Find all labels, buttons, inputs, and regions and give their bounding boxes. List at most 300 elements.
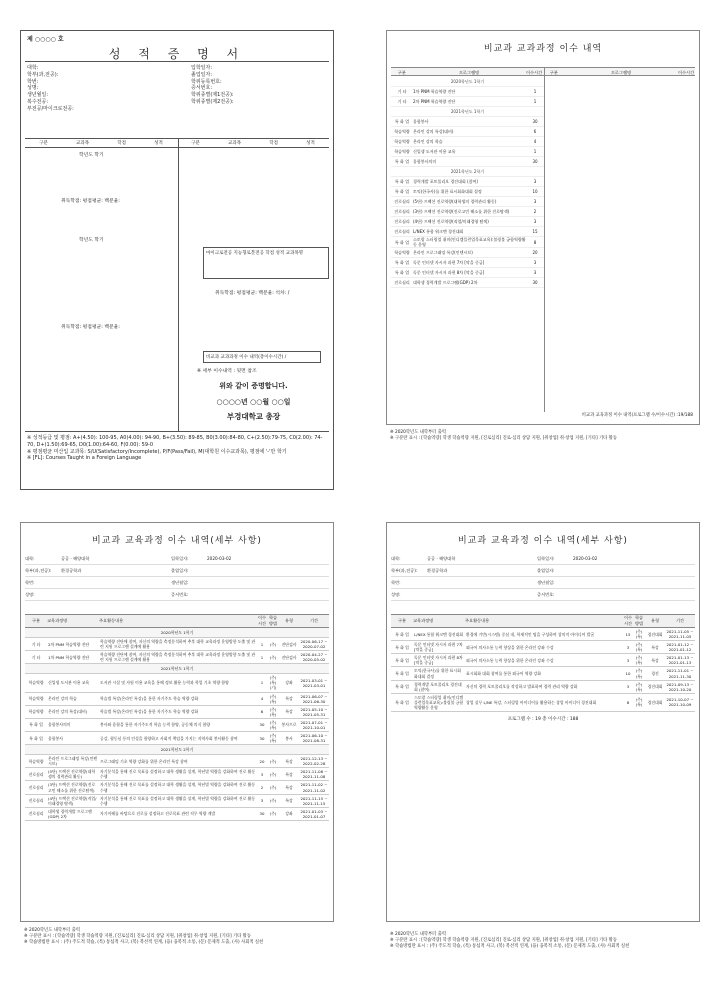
table-cell: 3 bbox=[260, 771, 264, 777]
table-cell: 2021-11-01 ~ 2021-11-30 bbox=[666, 668, 694, 679]
table-cell: 4 bbox=[260, 696, 264, 702]
table-cell: 특강 bbox=[285, 798, 293, 804]
hours-cell: 3 bbox=[533, 260, 537, 265]
table-row bbox=[391, 217, 544, 227]
category-cell: 특 화 업 bbox=[394, 159, 410, 164]
detail-meta bbox=[25, 553, 329, 601]
table-row bbox=[391, 157, 544, 167]
program-cell: 대학생 경력개발 프로그램(GDP) 2차 bbox=[413, 280, 478, 285]
meta-row bbox=[25, 589, 329, 601]
meta-cell: 졸업일자: bbox=[171, 567, 189, 573]
meta-row bbox=[25, 565, 329, 577]
table-cell: 봉사프로 bbox=[281, 722, 297, 728]
cert-date: ○○○○년 ○○월 ○○일 bbox=[216, 398, 291, 406]
table-cell: (주)(특) bbox=[635, 697, 643, 708]
table-cell: 자기분석을 통해 진로 목표를 설정하고 대학 생활을 설계, 학년별 역량을 강화하여 진로 활동수행 bbox=[100, 795, 256, 806]
cert-text: 위와 같이 증명합니다. bbox=[219, 382, 288, 390]
info-label: 생년월일: bbox=[27, 92, 49, 98]
table-cell: 학습법 특강(온라인 특강)을 통한 자기주도 학습 역량 강화 bbox=[100, 696, 199, 702]
table-cell: 진로심리 bbox=[28, 798, 44, 804]
table-cell: 2021-01-13 ~ 2021-01-13 bbox=[666, 655, 694, 666]
category-cell: 학습역량 bbox=[394, 139, 410, 144]
table-row bbox=[25, 651, 329, 664]
year-semester: 학년도 학기 bbox=[79, 238, 104, 243]
table-cell: 2020-04-27 ~ 2020-05-02 bbox=[300, 652, 328, 663]
column-header: 구분 bbox=[191, 141, 200, 146]
hours-cell: 30 bbox=[532, 280, 538, 285]
table-cell: 프로그래밍 기초 역량 강화를 위한 온라인 특강 참여 bbox=[100, 758, 188, 764]
micro-major-box: 마이크로전공 지능형로봇전공 학점 성적 교과목명 bbox=[203, 247, 329, 279]
table-cell: 3 bbox=[626, 644, 630, 650]
gpa-summary: 취득학점: 평점평균: 백분율: 석차: / bbox=[215, 291, 290, 296]
detail-page-1 bbox=[20, 522, 334, 922]
meta-cell: 생년월일: bbox=[171, 579, 189, 585]
meta-row bbox=[391, 589, 695, 601]
table-cell: 학습역량 진단에 참여, 자신의 역량을 측정분석하여 추후 대학 교육과정 운영방향 도출 및 관련 지원 프로그램 설계에 활용 bbox=[100, 652, 256, 663]
hours-cell: 1 bbox=[533, 99, 537, 104]
table-cell: 특 화 업 bbox=[29, 722, 43, 728]
table-row bbox=[391, 248, 544, 258]
table-row bbox=[25, 674, 329, 692]
table-cell: 독문 인터넷 자시자 과편 7차 [막을 중급] bbox=[414, 642, 463, 653]
summary-notes: ※ 2020학년도 내학부터 출력 ※ 구분란 표시 : [학습역량] 학생 학습역량 지원, [진로심리] 진로·심리 상담 지원, [취창업] 취·창업 지원, [기타] 기타 활동 bbox=[390, 430, 617, 442]
meta-row bbox=[25, 553, 329, 565]
column-header: 구분 bbox=[39, 141, 48, 146]
column-header: 성적 bbox=[154, 141, 163, 146]
table-cell: 3 bbox=[626, 684, 630, 690]
table-cell: 자기분석을 통해 진로 목표를 설정하고 대학 생활을 설계, 학년별 역량을 강화하여 진로 활동수행 bbox=[100, 782, 256, 793]
table-cell: 특강 bbox=[285, 785, 293, 791]
table-cell: (주)(특) bbox=[269, 719, 277, 730]
table-cell: (3단) 프랙션 진로역량(진로고민 해소를 위한 진로탐색) bbox=[48, 782, 96, 793]
category-cell: 특 화 업 bbox=[394, 260, 410, 265]
program-cell: 2차 PNM 학습역량 진단 bbox=[413, 99, 456, 104]
course-column-headers bbox=[25, 139, 329, 148]
footnote: ※ 성적등급 및 평점: A+(4.50): 100-95, A0(4.00): 94-90, B+(3.50): 89-85, B0(3.00):84-80, C+(2.50):79-75, C0(2.00): 74-70, D+(1.50):69-65, D0(1.00):64-60, F(0.00): 59-0 bbox=[27, 435, 323, 448]
grade-footnotes bbox=[25, 431, 329, 465]
info-label: 학위등록번호: bbox=[191, 78, 222, 85]
table-cell: 공감, 협동심 등의 인성을 함양하고 사회적 책임을 가지는 지역사회 봉사활동 참여 bbox=[100, 735, 238, 741]
table-cell: 표시회화 대회 참여를 통한 외국어 역량 강화 bbox=[466, 671, 542, 676]
info-label: 복수전공: bbox=[27, 98, 49, 105]
table-cell: 신입생 도서관 이용 교육 bbox=[48, 680, 90, 686]
table-cell: 2021-11-05 ~ 2021-11-05 bbox=[666, 629, 694, 640]
program-cell: 융합봉사 bbox=[413, 119, 429, 124]
program-cell: L/NEX 통합 워크맨 경진대회 bbox=[413, 229, 464, 234]
table-cell: 토익(한국사)를 위한 표시회화대회 결정 bbox=[414, 668, 461, 679]
table-cell: 특 화 업 bbox=[395, 671, 409, 676]
table-cell: 2021-12-13 ~ 2022-02-28 bbox=[300, 756, 328, 767]
table-cell: 2021-11-08 ~ 2021-11-08 bbox=[300, 769, 328, 780]
meta-cell: 공공 · 해양대학 bbox=[427, 555, 456, 561]
column-header: 학점 bbox=[117, 141, 126, 146]
table-row bbox=[391, 258, 544, 268]
info-label: 학위종별(제1전공): bbox=[191, 92, 234, 98]
meta-cell: 학번: bbox=[25, 579, 35, 585]
table-cell: 봉사와 융합을 통한 자기주도적 학습 능력 함양, 공동체 의식 함양 bbox=[100, 722, 211, 728]
meta-cell: 생년월일: bbox=[537, 579, 555, 585]
meta-cell: 성명: bbox=[391, 591, 401, 597]
column-header: 이수시간 bbox=[257, 615, 267, 626]
certification bbox=[178, 381, 329, 422]
hours-cell: 4 bbox=[533, 139, 537, 144]
table-cell: 30 bbox=[259, 811, 265, 817]
table-cell: (5단) 프랙션 진로역량(대학생의 경력관리 활동) bbox=[48, 769, 96, 780]
meta-cell: 대학: bbox=[391, 555, 401, 561]
table-cell: 기 타 bbox=[31, 654, 41, 660]
table-cell: L/NEX 통합 워크맨 경진대회 bbox=[414, 631, 464, 637]
table-row bbox=[391, 667, 695, 680]
table-cell: 2차 PNM 학습역량 진단 bbox=[48, 641, 90, 647]
table-cell: 경진대회 bbox=[647, 699, 663, 705]
table-cell: (주)(특) bbox=[635, 668, 643, 679]
table-row bbox=[391, 97, 544, 107]
table-cell: 자기이해를 바탕으로 진로를 설정하고 진로목표 관련 직무 역량 개발 bbox=[100, 811, 216, 817]
table-cell: 봉사 bbox=[285, 735, 293, 741]
table-row bbox=[391, 137, 544, 147]
column-header: 학습방법 bbox=[634, 615, 644, 626]
table-row bbox=[391, 654, 695, 667]
table-row bbox=[391, 227, 544, 237]
info-label: 증서번호: bbox=[191, 85, 213, 92]
table-cell: 자신의 경력 포트폴리오를 작성하고 발표하여 경력 관리 역량 강화 bbox=[466, 684, 578, 690]
info-label: 학위종별(제2전공): bbox=[191, 98, 234, 105]
detail-headers bbox=[391, 614, 695, 628]
table-cell: 3 bbox=[626, 657, 630, 663]
summary-title: 비교과 교과과정 이수 내역 bbox=[483, 44, 603, 54]
transcript-page bbox=[20, 30, 334, 490]
table-cell: 2021-09-13 ~ 2021-10-20 bbox=[666, 681, 694, 692]
table-cell: (주)(특) bbox=[635, 629, 643, 640]
table-row bbox=[25, 795, 329, 808]
table-cell: 특강 bbox=[285, 696, 293, 702]
hours-cell: 30 bbox=[532, 119, 538, 124]
hours-cell: 8 bbox=[533, 239, 537, 245]
hours-cell: 6 bbox=[533, 129, 537, 134]
info-label: 성명: bbox=[27, 85, 39, 92]
meta-cell: 졸업일자: bbox=[537, 567, 555, 573]
column-header: 이수시간 bbox=[623, 615, 633, 626]
footnote: ※ 평점평균 미산입 교과목: S/U(Satisfactory/Incomplete), P/F(Pass/Fail), M(대학원 이수교과목), 평점에 '-'만 학기 bbox=[27, 448, 287, 455]
table-row bbox=[25, 768, 329, 781]
table-cell: 대학생 경력개발 프로그램(GDP) 2차 bbox=[48, 808, 92, 819]
table-cell: 온라인 강의 특강(대비) bbox=[48, 709, 88, 715]
column-header: 성적 bbox=[306, 141, 315, 146]
table-cell: (주) bbox=[269, 811, 277, 817]
category-cell: 특 화 업 bbox=[394, 179, 410, 184]
hours-cell: 20 bbox=[532, 250, 538, 255]
table-cell: (주)(특) bbox=[635, 655, 643, 666]
meta-cell: 환경공학과 bbox=[61, 567, 82, 573]
table-cell: 융합봉사 bbox=[48, 735, 64, 741]
meta-cell: 입학일자: bbox=[171, 555, 189, 561]
table-cell: 30 bbox=[259, 722, 265, 728]
table-cell: 10 bbox=[625, 671, 631, 676]
table-cell: 진단검사 bbox=[281, 654, 297, 660]
table-cell: (주)(특) bbox=[635, 642, 643, 653]
meta-cell: 공공 · 해양대학 bbox=[61, 555, 90, 561]
table-cell: (주) bbox=[269, 798, 277, 804]
category-cell: 학습역량 bbox=[394, 129, 410, 134]
meta-cell: 대학: bbox=[25, 555, 35, 561]
detail-rows bbox=[25, 628, 329, 821]
table-cell: 1 bbox=[260, 680, 264, 686]
program-cell: 온라인 강의 특강(대비) bbox=[413, 129, 454, 134]
table-cell: 15 bbox=[625, 631, 631, 637]
cert-president: 부경대학교 총장 bbox=[226, 412, 281, 421]
section-row: 2020학년도 1학기 bbox=[391, 77, 544, 87]
program-cell: (3단) 프랙션 진로역량(진로고민 해소를 위한 진로탐색) bbox=[413, 209, 510, 214]
hours-cell: 1 bbox=[533, 149, 537, 154]
table-cell: 6 bbox=[260, 709, 264, 715]
table-row bbox=[391, 117, 544, 127]
meta-cell: 성명: bbox=[25, 591, 35, 597]
transcript-title: 성 적 증 명 서 bbox=[108, 47, 246, 61]
summary-headers: 구분 프로그램명 이수시간 구분 프로그램명 이수시간 bbox=[391, 67, 695, 76]
table-cell: 2021-01-12 ~ 2021-01-12 bbox=[666, 642, 694, 653]
table-cell: 8 bbox=[626, 699, 630, 705]
table-row bbox=[25, 638, 329, 651]
column-header: 학습방법 bbox=[268, 615, 278, 626]
table-row bbox=[391, 694, 695, 712]
table-cell: 경진 bbox=[651, 671, 659, 676]
meta-cell: 2020-03-02 bbox=[207, 556, 232, 561]
table-row bbox=[25, 808, 329, 821]
info-label: 부전공/마이크로전공: bbox=[27, 105, 74, 112]
table-cell: 2021-11-02 ~ 2021-11-02 bbox=[300, 782, 328, 793]
table-cell: 강좌 bbox=[285, 811, 293, 817]
table-cell: 자기분석을 통해 진로 목표를 설정하고 대학 생활을 설계, 학년별 역량을 강화하여 진로 활동수행 bbox=[100, 769, 256, 780]
table-row bbox=[391, 237, 544, 248]
info-label: 학부(과,전공): bbox=[27, 71, 59, 78]
table-cell: 2 bbox=[260, 785, 264, 791]
table-cell: 학습역량 bbox=[28, 680, 44, 686]
program-cell: 1차 PNM 학습역량 진단 bbox=[413, 89, 456, 94]
column-header: 교육과정명 bbox=[413, 618, 434, 623]
table-cell: (주) bbox=[269, 641, 277, 647]
program-cell: 독문 인터넷 자시자 과편 7차 [막을 중급] bbox=[413, 260, 485, 265]
program-cell: 온라인 프로그래밍 특강(인텐시브) bbox=[413, 250, 473, 255]
table-cell: 경력개발 포트폴리오 경진대회 (참여) bbox=[414, 681, 462, 692]
meta-row bbox=[391, 553, 695, 565]
table-row bbox=[25, 706, 329, 719]
section-row: 2021학년도 2학기 bbox=[25, 745, 329, 755]
program-cell: 스토랑 스터링업 취미(인디캠플런업목표교육):볼링볼 궁합역량활동 운영 bbox=[413, 237, 526, 247]
right-fields bbox=[191, 65, 331, 106]
table-cell: 융합봉사의미 bbox=[48, 722, 71, 728]
category-cell: 기 타 bbox=[397, 89, 407, 94]
detail-notes: ※ 2020학년도 내학부터 출력 ※ 구분란 표시 : [학습역량] 학생 학습역량 지원, [진로심리] 진로·심리 상담 지원, [취창업] 취·창업 지원, [기타] 기타 활동 ※ 학습방법란 표시 : (주) 주도적 학습, (특) 통섭적 사고, (복) 복선적 연계, (융) 융복적 소통, (문) 문제적 도출, (사) 사회적 실천 bbox=[390, 932, 630, 950]
meta-cell: 학부(과,전공): bbox=[25, 567, 52, 573]
table-cell: 스토랑 스터링업 취미(인디캠플런업목표교육):볼링볼 궁합역량활동 운영 bbox=[414, 694, 464, 710]
program-cell: (5단) 프랙션 진로역량(대학생의 경력관리 활동) bbox=[413, 199, 497, 204]
hours-cell: 2 bbox=[533, 209, 537, 214]
table-cell: (4단) 프랙션 진로역량(직업/미래경영 탐색) bbox=[48, 795, 97, 806]
column-header: 유형 bbox=[650, 618, 660, 623]
hours-cell: 30 bbox=[532, 159, 538, 164]
column-header: 학점 bbox=[269, 141, 278, 146]
column-header: 구분 bbox=[397, 618, 407, 623]
table-cell: 특강 bbox=[285, 709, 293, 715]
category-cell: 진로심리 bbox=[394, 199, 410, 204]
table-cell: (주)(특) bbox=[269, 693, 277, 704]
column-header: 유형 bbox=[284, 618, 294, 623]
category-cell: 특 화 업 bbox=[394, 189, 410, 194]
table-cell: 학습역량 bbox=[28, 696, 44, 702]
table-cell: 경진대회 bbox=[647, 684, 663, 690]
table-row bbox=[25, 693, 329, 706]
program-cell: 온라인 강의 학습 bbox=[413, 139, 443, 144]
detail-title: 비교과 교육과정 이수 내역(세부 사항) bbox=[92, 536, 262, 546]
table-cell: 특 화 업 bbox=[395, 684, 409, 690]
table-cell: 2021-05-10 ~ 2021-05-31 bbox=[300, 706, 328, 717]
category-cell: 특 화 업 bbox=[394, 239, 410, 245]
column-header: 주요활동내용 bbox=[99, 618, 124, 623]
table-row bbox=[25, 781, 329, 794]
hours-cell: 3 bbox=[533, 179, 537, 184]
category-cell: 진로심리 bbox=[394, 219, 410, 224]
meta-cell: 2020-03-02 bbox=[573, 556, 598, 561]
info-label: 입학일자: bbox=[191, 65, 213, 71]
category-cell: 기 타 bbox=[397, 99, 407, 104]
meta-row bbox=[25, 577, 329, 589]
table-row bbox=[391, 87, 544, 97]
hours-cell: 10 bbox=[532, 189, 538, 194]
table-cell: 1 bbox=[260, 654, 264, 660]
meta-cell: 증서번호: bbox=[171, 591, 189, 597]
table-cell: 외국어 의사소통 능력 향상을 위한 온라인 강좌 수강 bbox=[466, 657, 554, 663]
section-row: 2020학년도 1학기 bbox=[25, 628, 329, 638]
table-row bbox=[391, 177, 544, 187]
left-fields bbox=[27, 65, 177, 112]
meta-cell: 증서번호: bbox=[537, 591, 555, 597]
table-cell: 특 화 업 bbox=[395, 644, 409, 650]
category-cell: 특 화 업 bbox=[394, 270, 410, 275]
detail-headers bbox=[25, 614, 329, 628]
table-cell: 학습역량 진단에 참여, 자신의 역량을 측정분석하여 추후 대학 교육과정 운영방향 도출 및 관련 지원 프로그램 설계에 활용 bbox=[100, 639, 256, 650]
table-cell: 1 bbox=[260, 641, 264, 647]
table-cell: 2021-07-01 ~ 2021-10-01 bbox=[300, 719, 328, 730]
table-cell: 특 화 업 bbox=[395, 657, 409, 663]
table-cell: (주) bbox=[269, 654, 277, 660]
table-cell: 2021-10-07 ~ 2021-10-09 bbox=[666, 697, 694, 708]
table-cell: 온라인 강의 학습 bbox=[48, 696, 77, 702]
program-cell: 토익(한국사)를 위한 표시회화대회 결정 bbox=[413, 189, 482, 194]
category-cell: 학습역량 bbox=[394, 149, 410, 154]
meta-cell: 환경공학과 bbox=[427, 567, 448, 573]
table-row bbox=[391, 681, 695, 694]
column-header: 기간 bbox=[309, 618, 319, 623]
student-info bbox=[25, 61, 329, 139]
category-cell: 학습역량 bbox=[394, 250, 410, 255]
detail-meta bbox=[391, 553, 695, 601]
table-cell: 특강 bbox=[285, 758, 293, 764]
table-row bbox=[391, 147, 544, 157]
table-row bbox=[25, 732, 329, 745]
summary-rows bbox=[391, 77, 544, 288]
table-cell: 1차 PNM 학습역량 진단 bbox=[48, 654, 90, 660]
table-cell: 2021-11-15 ~ 2021-11-15 bbox=[300, 795, 328, 806]
meta-cell: 입학일자: bbox=[537, 555, 555, 561]
table-cell: 특 화 업 bbox=[395, 631, 409, 637]
category-cell: 특 화 업 bbox=[394, 119, 410, 124]
section-row: 2021학년도 1학기 bbox=[25, 664, 329, 674]
table-cell: (주)(특)(기) bbox=[269, 675, 277, 691]
table-cell: 2021-03-01 ~ 2021-03-01 bbox=[300, 677, 328, 688]
total-summary: 프로그램 수 : 19 총 이수시간 : 188 bbox=[507, 717, 579, 723]
table-cell: 2021-06-07 ~ 2021-06-30 bbox=[300, 693, 328, 704]
certificate-number: 제 ○○○○ 호 bbox=[27, 36, 64, 43]
summary-footer: 비교과 교육과정 이수 내역(프로그램 수/이수시간) :19/188 bbox=[581, 413, 693, 418]
section-row: 2021학년도 1학기 bbox=[391, 107, 544, 117]
program-cell: (4단) 프랙션 진로역량(직업/미래경영 탐색) bbox=[413, 219, 489, 224]
info-label: 졸업일자: bbox=[191, 71, 213, 78]
table-cell: 학습역량 bbox=[28, 709, 44, 715]
table-cell: 특 화 업 bbox=[29, 735, 43, 741]
category-cell: 진로심리 bbox=[394, 229, 410, 234]
summary-page bbox=[386, 30, 700, 425]
column-header: 주요활동내용 bbox=[465, 618, 490, 623]
table-row bbox=[391, 187, 544, 197]
hours-cell: 3 bbox=[533, 219, 537, 224]
table-cell: 기 타 bbox=[31, 641, 41, 647]
table-cell: (주)(특) bbox=[269, 733, 277, 744]
program-cell: 경력개발 포트폴리오 경진대회 (참여) bbox=[413, 179, 478, 184]
table-cell: 경진대회 bbox=[647, 631, 663, 637]
column-header: 기간 bbox=[675, 618, 685, 623]
hours-cell: 3 bbox=[533, 270, 537, 275]
table-cell: 외국어 의사소통 능력 향상을 위한 온라인 강좌 수강 bbox=[466, 644, 554, 650]
hours-cell: 3 bbox=[533, 199, 537, 204]
column-header: 교과목 bbox=[76, 141, 90, 146]
program-cell: 신입생 도서관 이용 교육 bbox=[413, 149, 456, 154]
nondegree-note: ※ 세부 이수내역 : 뒷면 참조 bbox=[197, 369, 257, 374]
table-cell: 독문 인터넷 자시자 과편 8차 [막을 중급] bbox=[414, 655, 463, 666]
gpa-summary: 취득학점: 평점평균: 백분율: bbox=[61, 199, 120, 204]
table-cell: (주)(특) bbox=[269, 706, 277, 717]
table-cell: 특강 bbox=[651, 657, 659, 663]
meta-cell: 학부(과,전공): bbox=[391, 567, 418, 573]
program-cell: 독문 인터넷 자시자 과편 8차 [막을 중급] bbox=[413, 270, 485, 275]
meta-cell: 학번: bbox=[391, 579, 401, 585]
program-cell: 융합봉사의미 bbox=[413, 159, 437, 164]
detail-page-2 bbox=[386, 522, 700, 922]
nondegree-box: 비교과 교과과정 이수 내역(총이수시간) / bbox=[203, 351, 321, 363]
hours-cell: 15 bbox=[532, 229, 538, 234]
table-cell: 특강 bbox=[651, 644, 659, 650]
table-row bbox=[25, 755, 329, 768]
table-cell: (주) bbox=[269, 758, 277, 764]
table-cell: 학습법 특강(온라인 특강)을 통한 자기주도 학습 역량 강화 bbox=[100, 709, 199, 715]
table-cell: 도서관 시설 및 자원 이용 교육을 통해 정보 활용 능력과 학업 기초 역량 함양 bbox=[100, 680, 229, 686]
table-cell: 진로심리 bbox=[28, 771, 44, 777]
table-cell: 환경에 기반(시스템) 중심 내, 학제적인 팀을 구성하여 창의적 아이디어 발굴 bbox=[466, 631, 595, 637]
category-cell: 진로심리 bbox=[394, 280, 410, 285]
column-header: 구분 bbox=[31, 618, 41, 623]
info-label: 학번: bbox=[27, 78, 39, 85]
table-cell: 강좌 bbox=[285, 680, 293, 686]
table-cell: (주) bbox=[269, 785, 277, 791]
table-row bbox=[25, 719, 329, 732]
section-row: 2021학년도 2학기 bbox=[391, 167, 544, 177]
table-cell: 진로심리 bbox=[28, 785, 44, 791]
table-cell: (주) bbox=[269, 771, 277, 777]
table-cell: (주)(특) bbox=[635, 681, 643, 692]
table-cell: 창업 실무 L/NE 특강, 스터링업 아이디어를 활용하는 창업 아이디어 경진대회 bbox=[466, 699, 597, 705]
table-cell: 특 화 업 bbox=[395, 699, 409, 705]
table-row bbox=[391, 641, 695, 654]
detail-title: 비교과 교육과정 이수 내역(세부 사항) bbox=[458, 536, 628, 546]
